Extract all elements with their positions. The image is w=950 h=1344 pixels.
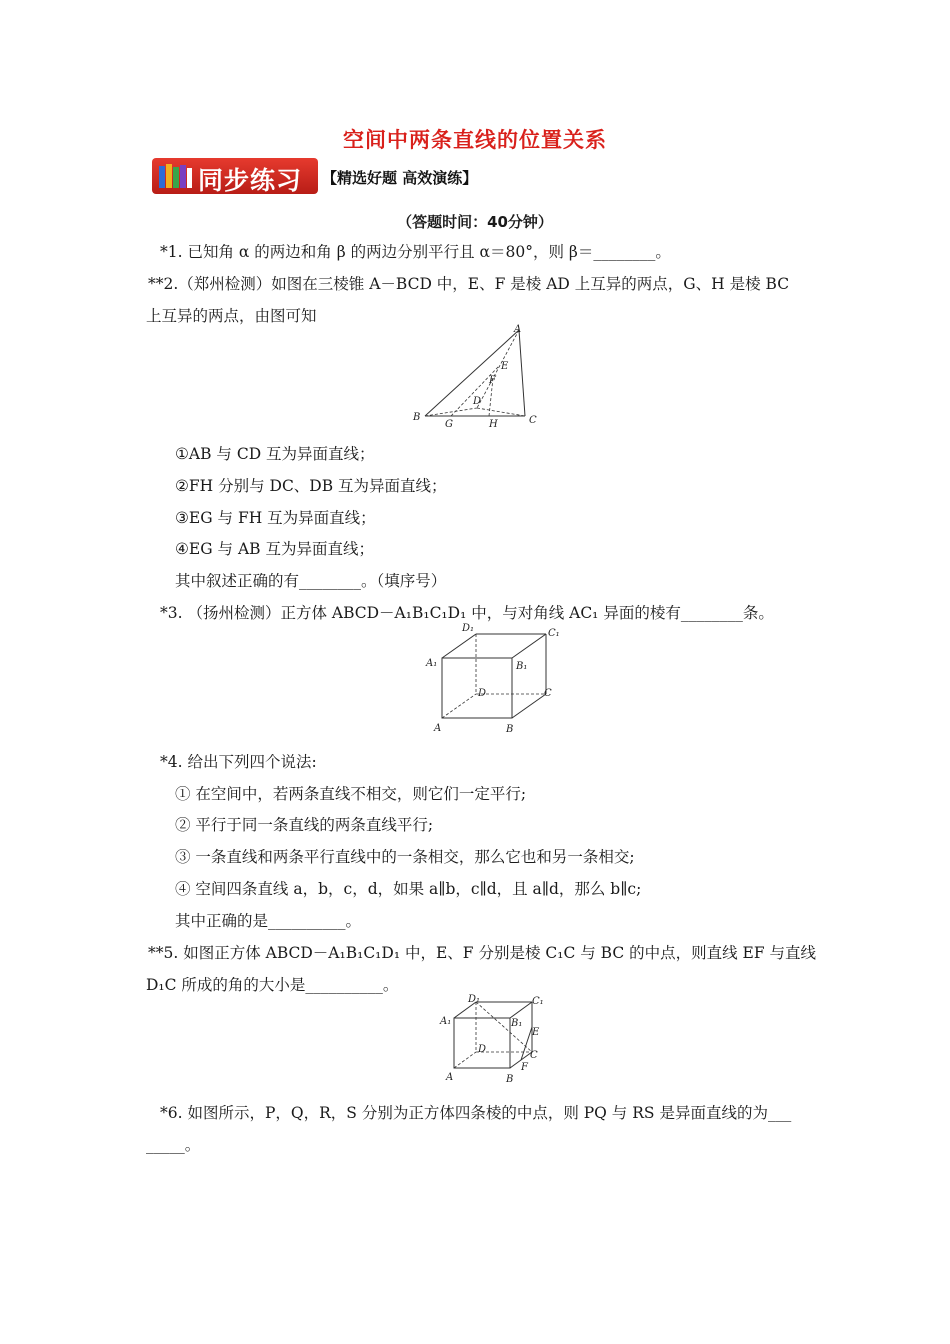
cube5-label-a: A	[446, 1072, 454, 1083]
question-4-item-3: ③ 一条直线和两条平行直线中的一条相交，那么它也和另一条相交;	[175, 848, 635, 866]
tetra-label-d: D	[473, 396, 482, 407]
question-2-option-2: ②FH 分别与 DC、DB 互为异面直线；	[175, 477, 447, 495]
cube3-label-c: C	[544, 688, 552, 699]
cube5-label-e: E	[532, 1027, 540, 1038]
question-6-line-2: _____。	[146, 1136, 201, 1154]
cube5-label-d: D	[478, 1044, 487, 1055]
time-note: （答题时间：40分钟）	[397, 213, 553, 231]
question-2-line-2: 上互异的两点，由图可知	[146, 307, 317, 325]
question-4-ask: 其中正确的是__________。	[175, 912, 362, 930]
question-4: *4. 给出下列四个说法:	[160, 753, 317, 771]
question-6-line-1: *6. 如图所示，P，Q，R，S 分别为正方体四条棱的中点，则 PQ 与 RS 是异面直线的为___	[160, 1104, 792, 1122]
cube3-label-d1: D₁	[462, 623, 475, 634]
question-4-item-4: ④ 空间四条直线 a，b，c，d，如果 a∥b，c∥d，且 a∥d，那么 b∥c;	[175, 880, 642, 898]
banner-logo-text: 同步练习	[198, 166, 303, 195]
question-3: *3. （扬州检测）正方体 ABCD－A₁B₁C₁D₁ 中，与对角线 AC₁ 异面的棱有________条。	[160, 604, 774, 622]
cube-figure-q3	[420, 616, 570, 738]
cube3-label-b: B	[506, 724, 514, 735]
question-2-option-3: ③EG 与 FH 互为异面直线；	[175, 509, 376, 527]
question-2-option-4: ④EG 与 AB 互为异面直线；	[175, 540, 374, 558]
question-1: *1. 已知角 α 的两边和角 β 的两边分别平行且 α＝80°，则 β＝________。	[160, 243, 671, 261]
question-2-line-1: **2.（郑州检测）如图在三棱锥 A－BCD 中，E、F 是棱 AD 上互异的两点，G、H 是棱 BC	[148, 275, 790, 293]
question-4-item-1: ① 在空间中，若两条直线不相交，则它们一定平行;	[175, 785, 527, 803]
question-2-option-1: ①AB 与 CD 互为异面直线；	[175, 445, 375, 463]
cube5-label-b: B	[506, 1074, 514, 1085]
tetra-label-h: H	[489, 419, 498, 430]
cube5-label-f: F	[521, 1062, 528, 1073]
tetra-label-g: G	[445, 419, 453, 430]
cube5-label-b1: B₁	[511, 1018, 523, 1029]
tetra-label-e: E	[501, 361, 509, 372]
tetrahedron-figure	[405, 320, 555, 430]
cube3-label-b1: B₁	[516, 661, 528, 672]
cube5-label-c1: C₁	[532, 996, 544, 1007]
question-2-ask: 其中叙述正确的有________。（填序号）	[175, 572, 447, 590]
cube5-label-a1: A₁	[440, 1016, 452, 1027]
question-5-line-1: **5. 如图正方体 ABCD－A₁B₁C₁D₁ 中，E、F 分别是棱 C₁C 与 BC 的中点，则直线 EF 与直线	[148, 944, 817, 962]
tetra-label-a: A	[514, 324, 522, 335]
cube5-label-c: C	[530, 1050, 538, 1061]
tetra-label-f: F	[489, 375, 496, 386]
books-icon	[158, 163, 194, 189]
banner-tag: 【精选好题 高效演练】	[322, 169, 478, 187]
cube5-label-d1: D₁	[468, 994, 481, 1005]
cube3-label-a1: A₁	[426, 658, 438, 669]
cube3-label-c1: C₁	[548, 628, 560, 639]
question-5-line-2: D₁C 所成的角的大小是__________。	[146, 976, 399, 994]
cube3-label-a: A	[434, 723, 442, 734]
tetra-label-c: C	[529, 415, 537, 426]
cube3-label-d: D	[478, 688, 487, 699]
question-4-item-2: ② 平行于同一条直线的两条直线平行;	[175, 816, 434, 834]
banner-logo	[152, 158, 318, 194]
tetra-label-b: B	[413, 412, 421, 423]
page-title: 空间中两条直线的位置关系	[343, 128, 607, 152]
cube-figure-q5	[438, 990, 558, 1090]
